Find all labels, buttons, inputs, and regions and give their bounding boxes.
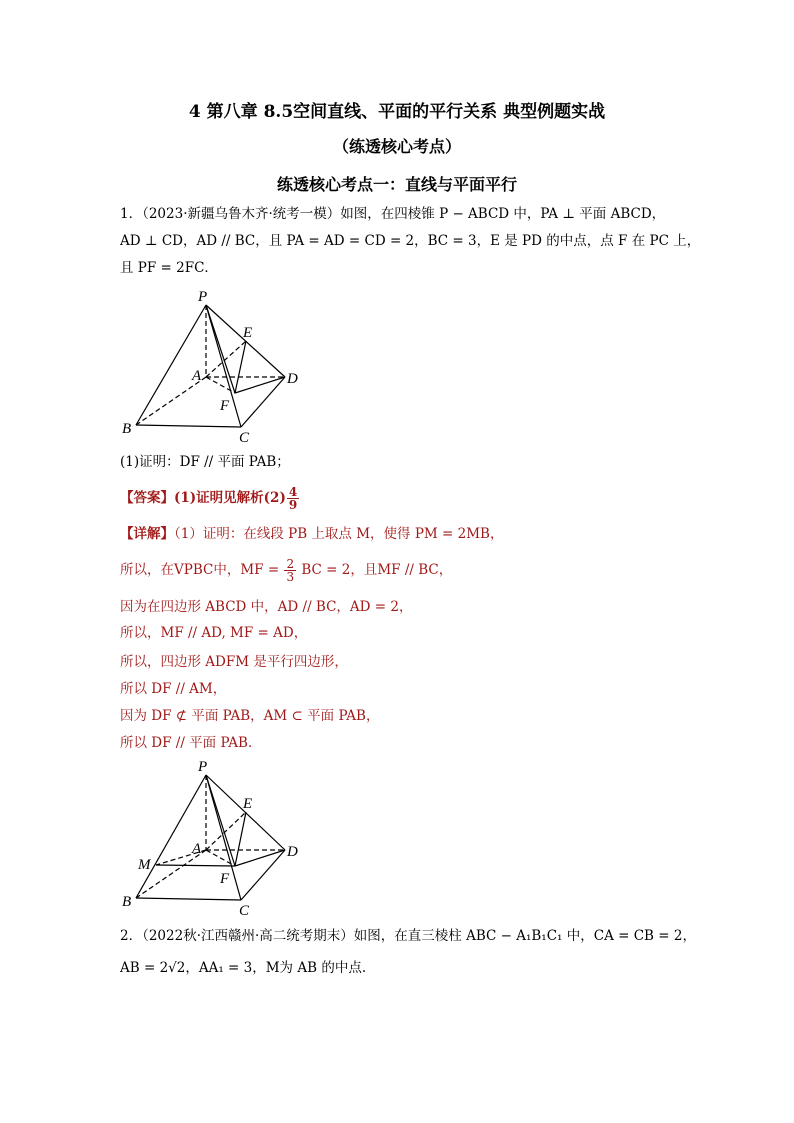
- vertex-label-p: P: [198, 759, 208, 775]
- vertex-label-c: C: [239, 430, 250, 445]
- vertex-label-d: D: [287, 371, 298, 387]
- solution-step-1: [120, 558, 452, 583]
- detail-label: 【详解】: [120, 526, 174, 542]
- step1-denominator: 3: [286, 570, 295, 584]
- vertex-label-p: P: [198, 289, 208, 305]
- document-subtitle: （练透核心考点）: [332, 137, 461, 156]
- vertex-label-b: B: [122, 894, 132, 910]
- step1-numerator: 2: [286, 557, 295, 571]
- solution-step-2: 因为在四边形 ABCD 中，AD // BC，AD = 2，: [120, 599, 413, 615]
- solution-step-7: 所以 DF // 平面 PAB．: [120, 735, 262, 751]
- vertex-label-f: F: [220, 398, 230, 414]
- solution-step-5: 所以 DF // AM，: [120, 681, 227, 697]
- problem1-line2: AD ⊥ CD，AD // BC，且 PA = AD = CD = 2，BC = 3，E 是 PD 的中点，点 F 在 PC 上，: [120, 233, 701, 249]
- vertex-label-d: D: [287, 844, 298, 860]
- answer-text: (1)证明见解析(2): [174, 490, 286, 506]
- pyramid-figure-2: [118, 755, 318, 920]
- solution-step-4: 所以，四边形 ADFM 是平行四边形，: [120, 654, 348, 670]
- solution-step-6: 因为 DF ⊄ 平面 PAB，AM ⊂ 平面 PAB，: [120, 708, 380, 724]
- pyramid-figure-1: [118, 285, 318, 445]
- detail-line: [120, 524, 503, 544]
- problem1-line1: 1．（2023·新疆乌鲁木齐·统考一模）如图，在四棱锥 P − ABCD 中，PA ⊥ 平面 ABCD，: [120, 206, 666, 222]
- vertex-label-f: F: [220, 871, 230, 887]
- vertex-label-a: A: [192, 368, 202, 384]
- step1-fraction: [284, 558, 296, 583]
- problem2-line1: 2．（2022秋·江西赣州·高二统考期末）如图，在直三棱柱 ABC − A₁B₁C₁ 中，CA = CB = 2，: [120, 928, 696, 944]
- solution-step-3: 所以，MF // AD, MF = AD，: [120, 625, 308, 641]
- vertex-label-e: E: [243, 796, 253, 812]
- vertex-label-e: E: [243, 325, 253, 341]
- step1-part-b: BC = 2，且MF // BC，: [301, 562, 453, 578]
- answer-fraction: [287, 486, 299, 511]
- answer-line: [120, 486, 300, 511]
- problem1-line3: 且 PF = 2FC．: [120, 260, 218, 276]
- detail-text: （1）证明：在线段 PB 上取点 M，使得 PM = 2MB，: [174, 526, 504, 542]
- vertex-label-c: C: [239, 903, 250, 919]
- problem1-part1: (1)证明：DF // 平面 PAB；: [120, 454, 290, 470]
- answer-label: 【答案】: [120, 490, 174, 506]
- answer-numerator: 4: [288, 485, 298, 499]
- vertex-label-m: M: [138, 857, 151, 873]
- step1-part-a: 所以，在VPBC中，MF =: [120, 562, 280, 578]
- problem2-line2: AB = 2√2，AA₁ = 3，M为 AB 的中点.: [120, 960, 367, 976]
- document-title: 4 第八章 8.5空间直线、平面的平行关系 典型例题实战: [188, 102, 606, 122]
- section-heading: 练透核心考点一：直线与平面平行: [276, 175, 517, 194]
- vertex-label-a: A: [192, 841, 202, 857]
- answer-denominator: 9: [288, 498, 298, 512]
- vertex-label-b: B: [122, 421, 132, 437]
